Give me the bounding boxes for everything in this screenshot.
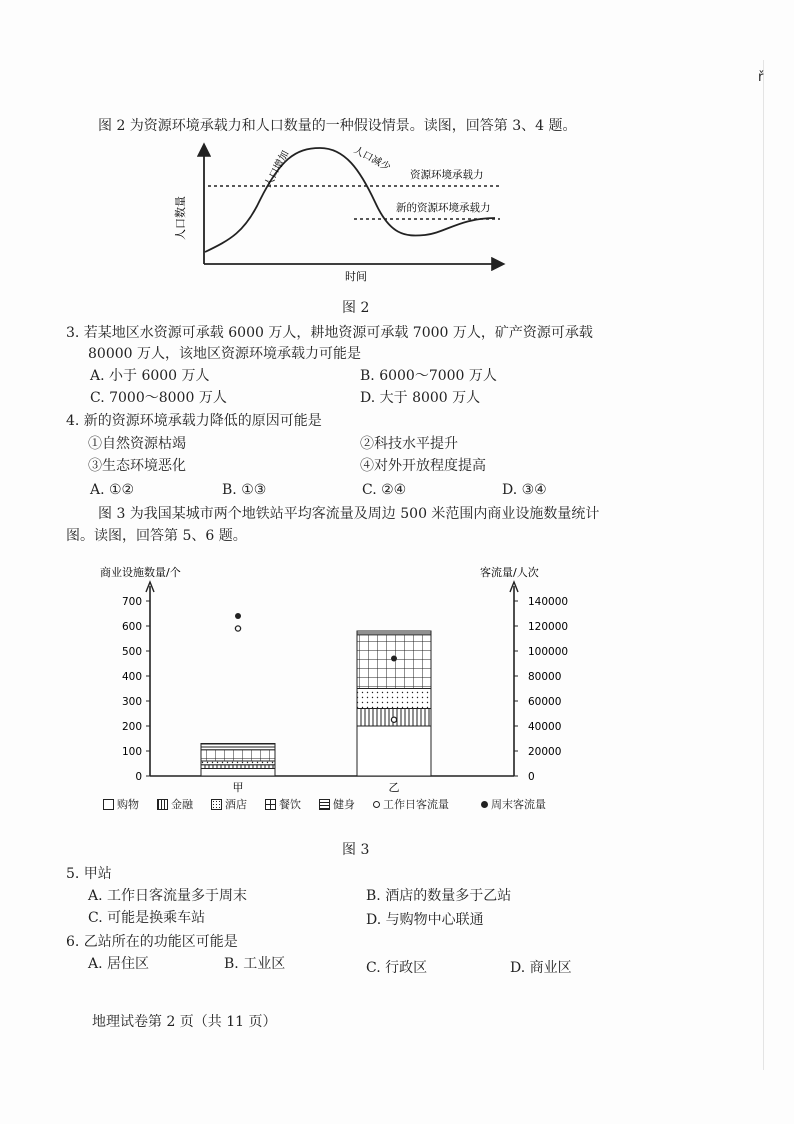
y-tick-label: 0 bbox=[135, 771, 142, 783]
fig3-caption: 图 3 bbox=[342, 842, 370, 858]
q5-option-c: C. 可能是换乘车站 bbox=[88, 910, 206, 926]
fig2-intro: 图 2 为资源环境承载力和人口数量的一种假设情景。读图，回答第 3、4 题。 bbox=[98, 118, 577, 134]
category-label: 甲 bbox=[232, 781, 244, 794]
bar-segment-gym bbox=[357, 631, 431, 635]
y2-tick-label: 80000 bbox=[528, 671, 562, 683]
legend-item-gym bbox=[319, 796, 355, 812]
legend-item-food bbox=[265, 796, 301, 812]
q4-option-c: C. ②④ bbox=[362, 482, 407, 498]
legend-swatch-shop bbox=[103, 799, 114, 810]
fig3-chart bbox=[80, 560, 640, 822]
legend-item-hotel bbox=[211, 796, 247, 812]
q6-option-a: A. 居住区 bbox=[88, 956, 150, 972]
y-tick-label: 500 bbox=[121, 646, 142, 658]
y-tick-label: 600 bbox=[121, 621, 142, 633]
y2-tick-label: 120000 bbox=[528, 621, 569, 633]
q4-item-3: ③生态环境恶化 bbox=[88, 458, 186, 474]
q6-option-b: B. 工业区 bbox=[224, 956, 286, 972]
q6-stem: 6. 乙站所在的功能区可能是 bbox=[66, 934, 238, 950]
q3-option-d: D. 大于 8000 万人 bbox=[360, 390, 481, 406]
y-tick-label: 300 bbox=[121, 696, 142, 708]
q4-option-b: B. ①③ bbox=[222, 482, 267, 498]
y2-tick-label: 20000 bbox=[528, 746, 562, 758]
weekday-point bbox=[235, 626, 240, 631]
weekend-point bbox=[391, 656, 397, 662]
y2-tick-label: 0 bbox=[528, 771, 535, 783]
y-tick-label: 100 bbox=[121, 746, 142, 758]
q4-item-1: ①自然资源枯竭 bbox=[88, 436, 186, 452]
q4-item-4: ④对外开放程度提高 bbox=[360, 458, 486, 474]
y2-tick-label: 100000 bbox=[528, 646, 569, 658]
bar-segment-gym bbox=[201, 744, 275, 750]
bar-segment-shop bbox=[357, 726, 431, 776]
weekend-point bbox=[235, 613, 241, 619]
q4-option-a: A. ①② bbox=[90, 482, 135, 498]
y2-tick-label: 40000 bbox=[528, 721, 562, 733]
q3-stem-line2: 80000 万人，该地区资源环境承载力可能是 bbox=[88, 346, 361, 362]
bar-segment-food bbox=[201, 750, 275, 761]
legend-item-finance bbox=[157, 796, 193, 812]
y-tick-label: 700 bbox=[121, 596, 142, 608]
fig3-intro-line1: 图 3 为我国某城市两个地铁站平均客流量及周边 500 米范围内商业设施数量统计 bbox=[98, 506, 600, 522]
legend-swatch-gym bbox=[319, 799, 330, 810]
q5-option-a: A. 工作日客流量多于周末 bbox=[88, 888, 248, 904]
capacity-label: 资源环境承载力 bbox=[410, 169, 484, 181]
q4-option-d: D. ③④ bbox=[502, 482, 547, 498]
legend-swatch-finance bbox=[157, 799, 168, 810]
legend-label-hotel: 酒店 bbox=[225, 798, 247, 811]
q3-option-c: C. 7000～8000 万人 bbox=[90, 390, 227, 406]
q6-option-d: D. 商业区 bbox=[510, 960, 572, 976]
legend-item-shop bbox=[103, 796, 139, 812]
q4-stem: 4. 新的资源环境承载力降低的原因可能是 bbox=[66, 413, 322, 429]
q3-option-b: B. 6000～7000 万人 bbox=[360, 368, 497, 384]
page-footer: 地理试卷第 2 页（共 11 页） bbox=[92, 1014, 277, 1030]
fig3-legend bbox=[103, 796, 546, 812]
q5-option-b: B. 酒店的数量多于乙站 bbox=[366, 888, 512, 904]
q3-stem-line1: 3. 若某地区水资源可承载 6000 万人，耕地资源可承载 7000 万人，矿产资源可承载 bbox=[66, 325, 593, 341]
legend-label-weekend: 周末客流量 bbox=[491, 798, 546, 811]
legend-label-finance: 金融 bbox=[171, 798, 193, 811]
curve-label-down: 人口减少 bbox=[351, 144, 393, 174]
legend-label-shop: 购物 bbox=[117, 798, 139, 811]
bar-segment-food bbox=[357, 635, 431, 689]
q6-option-c: C. 行政区 bbox=[366, 960, 428, 976]
legend-swatch-hotel bbox=[211, 799, 222, 810]
legend-label-weekday: 工作日客流量 bbox=[383, 798, 449, 811]
weekday-point bbox=[391, 717, 396, 722]
bar-segment-hotel bbox=[357, 689, 431, 709]
fig3-y2label: 客流量/人次 bbox=[480, 566, 539, 579]
curve-label-up: 人口增加 bbox=[262, 148, 292, 190]
legend-swatch-food bbox=[265, 799, 276, 810]
fig2-caption: 图 2 bbox=[342, 300, 370, 316]
legend-marker-weekend bbox=[481, 801, 488, 808]
y-tick-label: 400 bbox=[121, 671, 142, 683]
new-capacity-label: 新的资源环境承载力 bbox=[396, 202, 491, 214]
legend-label-gym: 健身 bbox=[333, 798, 355, 811]
category-label: 乙 bbox=[388, 781, 400, 794]
fig2-xlabel: 时间 bbox=[345, 270, 367, 283]
page-edge-line bbox=[763, 60, 764, 1070]
legend-item-weekend bbox=[481, 796, 546, 812]
bar-segment-hotel bbox=[201, 761, 275, 765]
y-tick-label: 200 bbox=[121, 721, 142, 733]
fig3-intro-line2: 图。读图，回答第 5、6 题。 bbox=[66, 528, 247, 544]
fig2-ylabel: 人口数量 bbox=[174, 196, 187, 240]
q5-stem: 5. 甲站 bbox=[66, 866, 112, 882]
corner-mark: ř bbox=[758, 70, 764, 85]
q4-item-2: ②科技水平提升 bbox=[360, 436, 458, 452]
legend-item-weekday bbox=[373, 796, 449, 812]
bar-segment-finance bbox=[201, 765, 275, 769]
q3-option-a: A. 小于 6000 万人 bbox=[90, 368, 210, 384]
bar-segment-shop bbox=[201, 769, 275, 777]
population-curve bbox=[205, 148, 495, 252]
fig3-ylabel: 商业设施数量/个 bbox=[100, 566, 181, 579]
q5-option-d: D. 与购物中心联通 bbox=[366, 912, 484, 928]
y2-tick-label: 60000 bbox=[528, 696, 562, 708]
y2-tick-label: 140000 bbox=[528, 596, 569, 608]
legend-marker-weekday bbox=[373, 801, 380, 808]
fig2-diagram bbox=[170, 140, 520, 300]
legend-label-food: 餐饮 bbox=[279, 798, 301, 811]
